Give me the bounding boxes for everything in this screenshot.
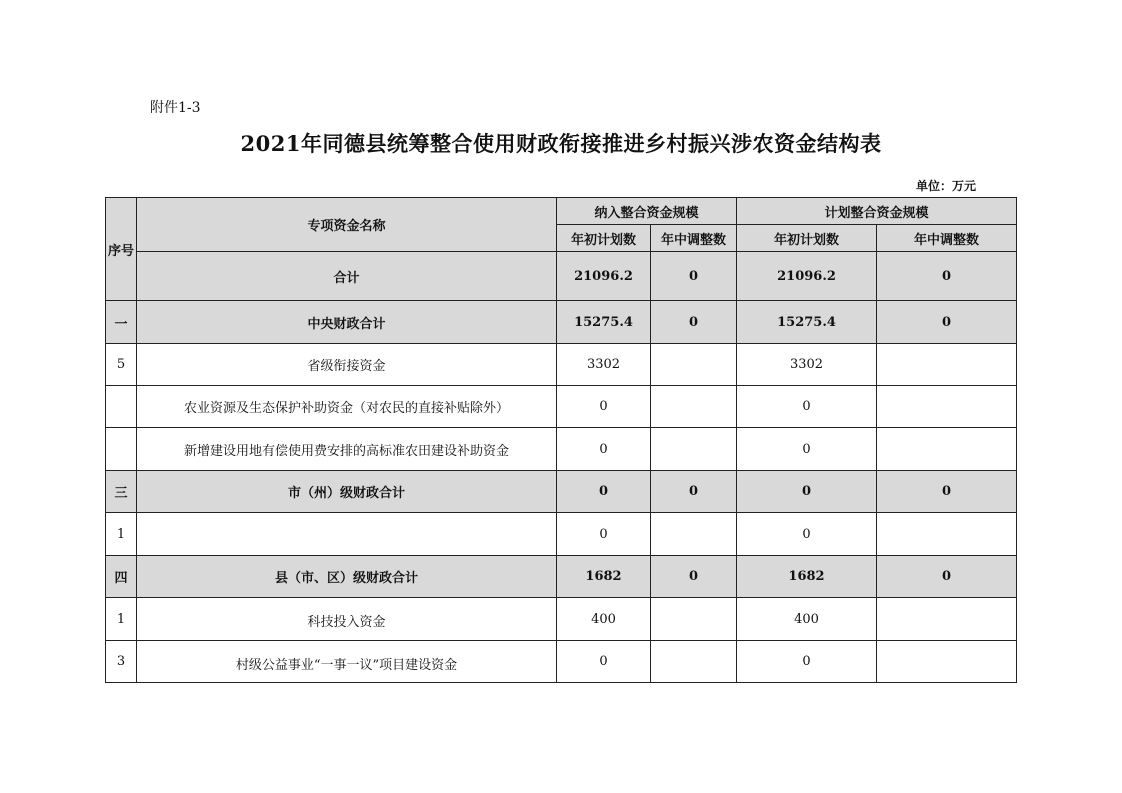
row-seq: [106, 428, 137, 471]
row-planned-mid-adjust: [877, 428, 1017, 471]
table-row: [106, 428, 1017, 471]
header-planned-mid-adjust: 年中调整数: [877, 225, 1017, 252]
header-included-mid-adjust: 年中调整数: [651, 225, 737, 252]
table-row-total: [106, 252, 1017, 301]
row-name: 中央财政合计: [137, 301, 557, 344]
row-included-mid-adjust: [651, 386, 737, 428]
row-seq: 三: [106, 471, 137, 513]
row-planned-mid-adjust: 0: [877, 471, 1017, 513]
header-seq: 序号: [106, 198, 137, 301]
row-name: 省级衔接资金: [137, 344, 557, 386]
row-planned-year-start: 0: [737, 513, 877, 556]
row-name: 农业资源及生态保护补助资金（对农民的直接补贴除外）: [137, 386, 557, 428]
row-seq: 1: [106, 598, 137, 641]
row-seq: 1: [106, 513, 137, 556]
row-included-year-start: 1682: [557, 556, 651, 598]
row-seq: 3: [106, 641, 137, 683]
row-included-mid-adjust: 0: [651, 471, 737, 513]
row-planned-mid-adjust: 0: [877, 252, 1017, 301]
row-included-mid-adjust: [651, 598, 737, 641]
row-planned-year-start: 0: [737, 428, 877, 471]
row-included-mid-adjust: [651, 641, 737, 683]
attachment-label: 附件1-3: [150, 100, 201, 116]
table-row: [106, 598, 1017, 641]
row-included-mid-adjust: [651, 513, 737, 556]
row-planned-mid-adjust: 0: [877, 301, 1017, 344]
header-planned-year-start: 年初计划数: [737, 225, 877, 252]
row-included-year-start: 15275.4: [557, 301, 651, 344]
row-name: 市（州）级财政合计: [137, 471, 557, 513]
row-planned-year-start: 0: [737, 641, 877, 683]
header-included-year-start: 年初计划数: [557, 225, 651, 252]
row-planned-year-start: 400: [737, 598, 877, 641]
row-planned-mid-adjust: [877, 641, 1017, 683]
row-planned-mid-adjust: [877, 386, 1017, 428]
row-name: 合计: [137, 252, 557, 301]
table-row: [106, 556, 1017, 598]
row-planned-year-start: 0: [737, 471, 877, 513]
document-title: 2021年同德县统筹整合使用财政衔接推进乡村振兴涉农资金结构表: [240, 131, 882, 156]
row-included-mid-adjust: [651, 344, 737, 386]
header-fund-name: 专项资金名称: [137, 198, 557, 252]
row-included-year-start: 0: [557, 428, 651, 471]
table-row: [106, 471, 1017, 513]
row-planned-mid-adjust: 0: [877, 556, 1017, 598]
row-included-year-start: 21096.2: [557, 252, 651, 301]
table-row: [106, 513, 1017, 556]
row-seq: 四: [106, 556, 137, 598]
table-row: [106, 344, 1017, 386]
row-included-mid-adjust: [651, 428, 737, 471]
row-included-year-start: 0: [557, 641, 651, 683]
row-planned-year-start: 21096.2: [737, 252, 877, 301]
unit-label: 单位：万元: [916, 179, 977, 193]
row-planned-year-start: 1682: [737, 556, 877, 598]
row-included-mid-adjust: 0: [651, 556, 737, 598]
row-included-year-start: 0: [557, 386, 651, 428]
row-included-mid-adjust: 0: [651, 252, 737, 301]
row-name: 县（市、区）级财政合计: [137, 556, 557, 598]
row-included-year-start: 0: [557, 513, 651, 556]
row-name: [137, 513, 557, 556]
fund-structure-table: [105, 197, 1017, 683]
row-planned-year-start: 3302: [737, 344, 877, 386]
header-included-scale: 纳入整合资金规模: [557, 198, 737, 225]
table-row: [106, 386, 1017, 428]
row-included-year-start: 0: [557, 471, 651, 513]
table-row: [106, 301, 1017, 344]
row-included-year-start: 3302: [557, 344, 651, 386]
row-included-mid-adjust: 0: [651, 301, 737, 344]
row-planned-mid-adjust: [877, 344, 1017, 386]
row-planned-year-start: 15275.4: [737, 301, 877, 344]
row-seq: 一: [106, 301, 137, 344]
row-planned-mid-adjust: [877, 513, 1017, 556]
row-name: 科技投入资金: [137, 598, 557, 641]
header-planned-scale: 计划整合资金规模: [737, 198, 1017, 225]
row-name: 村级公益事业“一事一议”项目建设资金: [137, 641, 557, 683]
row-seq: [106, 386, 137, 428]
row-name: 新增建设用地有偿使用费安排的高标准农田建设补助资金: [137, 428, 557, 471]
row-planned-year-start: 0: [737, 386, 877, 428]
row-planned-mid-adjust: [877, 598, 1017, 641]
row-seq: 5: [106, 344, 137, 386]
header-row-1: [106, 198, 1017, 225]
row-included-year-start: 400: [557, 598, 651, 641]
table-row: [106, 641, 1017, 683]
